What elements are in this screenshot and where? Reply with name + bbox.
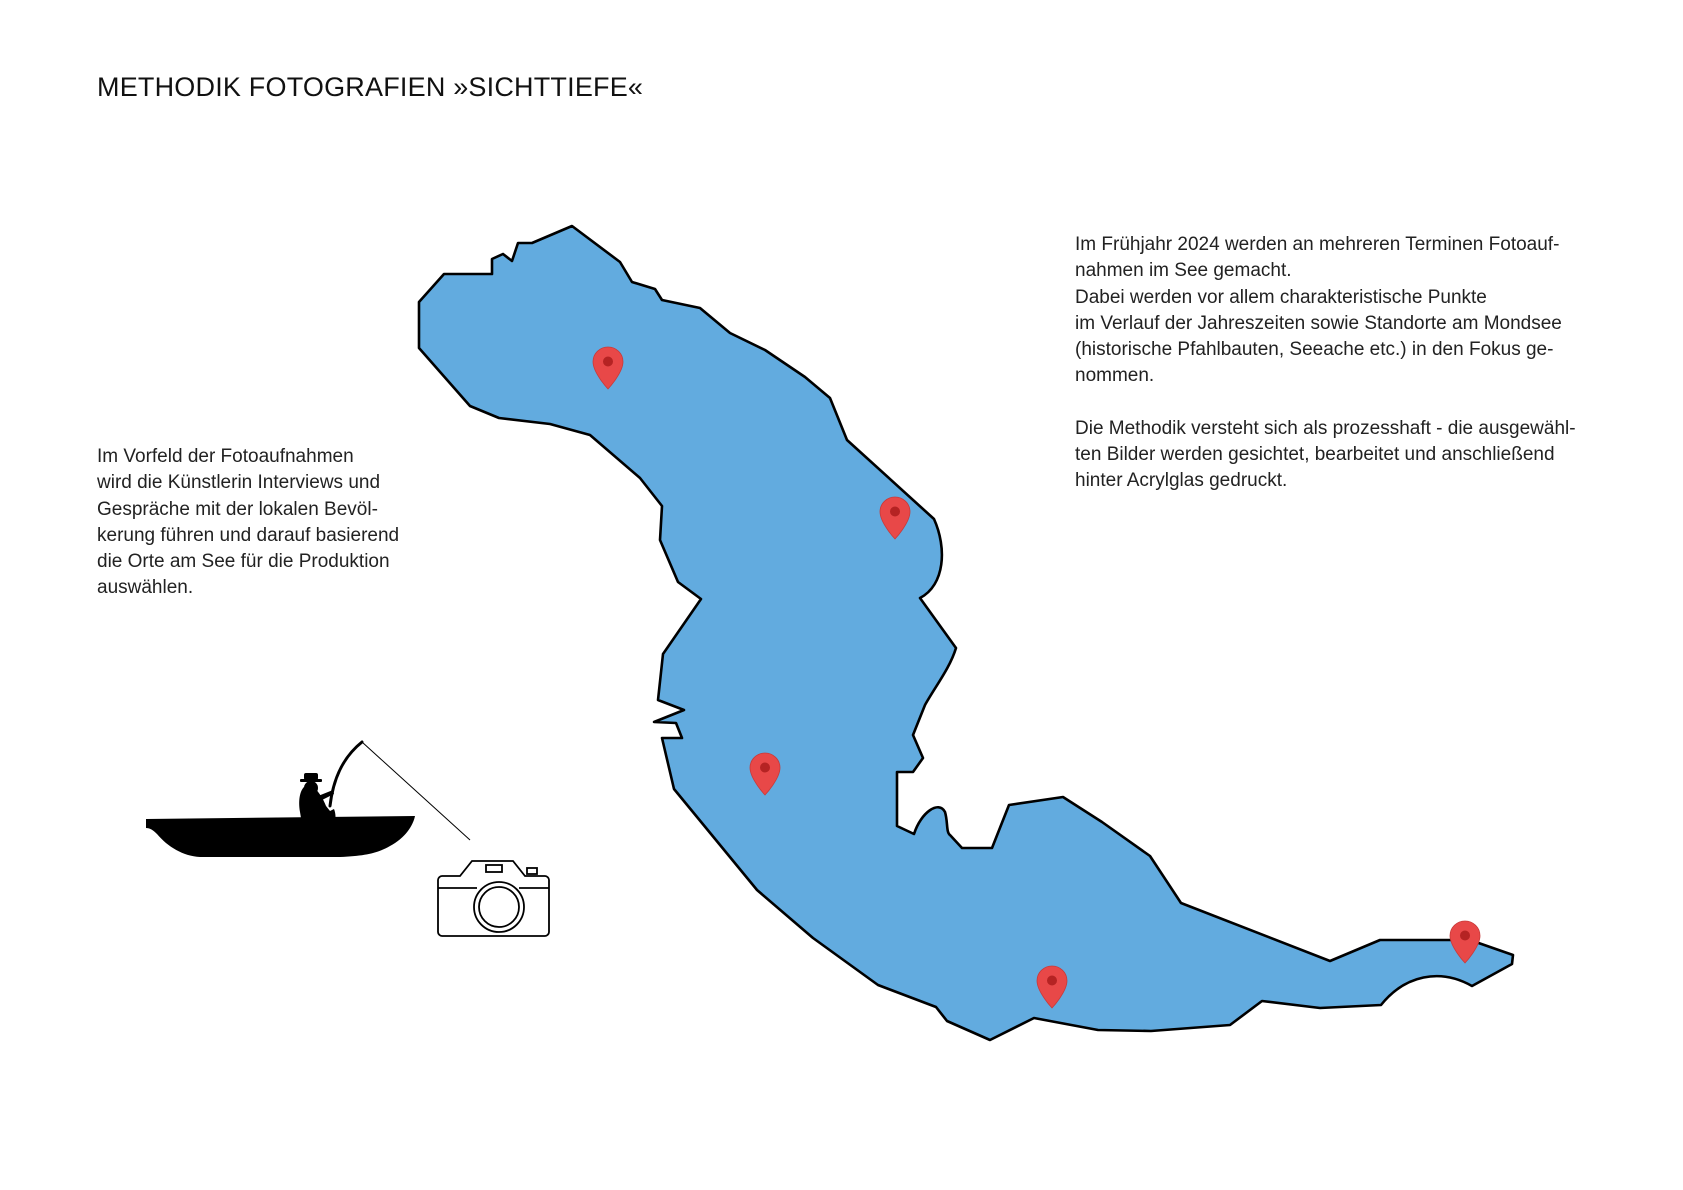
left-description-text: Im Vorfeld der Fotoaufnahmen wird die Künstlerin Interviews und Gespräche mit der lokalen Bevöl- kerung führen und darauf basierend die Orte am See für die Produktion auswählen. bbox=[97, 446, 400, 599]
right-description-paragraph-2: Die Methodik versteht sich als prozesshaft - die ausgewähl- ten Bilder werden gesichtet, bearbeitet und anschließend hinter Acrylglas gedruckt. bbox=[1075, 417, 1576, 492]
page-title: METHODIK FOTOGRAFIEN »SICHTTIEFE« bbox=[97, 72, 644, 102]
fisherman-boat-icon bbox=[146, 742, 470, 857]
right-description-paragraph-1: Im Frühjahr 2024 werden an mehreren Terminen Fotoauf- nahmen im See gemacht. Dabei werden vor allem charakteristische Punkte im Verlauf der Jahreszeiten sowie Standorte am Mondsee (historische Pfahlbauten, Seeache etc.) in den Fokus ge- nommen. bbox=[1075, 234, 1562, 387]
camera-icon bbox=[438, 861, 549, 936]
lake-shape bbox=[419, 226, 1513, 1040]
